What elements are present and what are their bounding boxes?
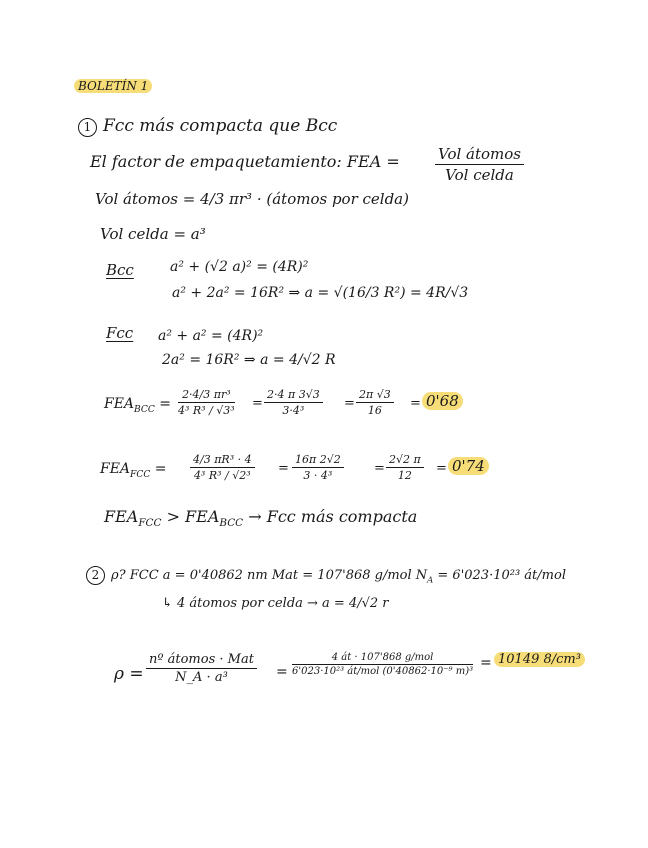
fea-fcc-lhs-text: FEA (100, 461, 131, 477)
fea-fcc-frac2-num: 16π 2√2 (292, 453, 344, 468)
fea-fcc-frac2-den: 3 · 4³ (303, 469, 333, 482)
conclusion-c: → Fcc más compacta (248, 507, 418, 526)
problem-2-given: ρ? FCC a = 0'40862 nm Mat = 107'868 g/mol N (111, 568, 428, 583)
fea-bcc-result (422, 392, 463, 410)
fea-bcc-fraction-2 (264, 388, 323, 417)
page-title (74, 79, 152, 93)
eq-sign: = (278, 461, 289, 476)
problem-2-line-2: ↳ 4 átomos por celda → a = 4/√2 r (162, 596, 389, 611)
fea-fcc-lhs: $FEA_{FCC}$ = (100, 461, 167, 480)
fea-fcc-frac1-num: 4/3 πR³ · 4 (190, 453, 255, 468)
bcc-label: Bcc (106, 261, 134, 279)
fea-fcc-result-text: 0'74 (448, 457, 489, 475)
density-frac1-den: N_A · a³ (175, 670, 228, 685)
fea-bcc-frac2-num: 2·4 π 3√3 (264, 388, 323, 403)
fea-fcc-lhs-sub: FCC (130, 469, 151, 480)
density-frac2-den: 6'023·10²³ át/mol (0'40862·10⁻⁹ m)³ (292, 666, 474, 677)
fea-definition-fraction (435, 145, 524, 184)
fea-fcc-fraction-3 (386, 453, 424, 482)
problem-1-number: 1 (78, 118, 97, 137)
problem-1-heading (78, 116, 337, 137)
eq-sign: = (252, 396, 263, 411)
eq-sign: = (344, 396, 355, 411)
fcc-line-1: a² + a² = (4R)² (158, 328, 264, 344)
density-fraction-2 (292, 652, 473, 677)
problem-2-line-1 (86, 566, 566, 585)
fea-bcc-lhs: $FEA_{BCC}$ = (104, 396, 172, 415)
fea-bcc-fraction-1 (178, 388, 235, 417)
fea-bcc-lhs-sub: BCC (134, 404, 155, 415)
eq-sign: = (374, 461, 385, 476)
conclusion-a: FEA (104, 507, 139, 526)
fea-bcc-frac2-den: 3·4³ (282, 404, 305, 417)
fea-fcc-fraction-1 (190, 453, 255, 482)
fcc-line-2: 2a² = 16R² ⇒ a = 4/√2 R (162, 352, 336, 368)
bcc-line-1: a² + (√2 a)² = (4R)² (170, 259, 309, 275)
problem-2-given-end: = 6'023·10²³ át/mol (433, 568, 566, 583)
problem-2-number: 2 (86, 566, 105, 585)
conclusion-line (104, 507, 417, 529)
eq-sign: = (410, 396, 421, 411)
fea-definition: El factor de empaquetamiento: FEA = (90, 152, 400, 171)
eq-sign: = (480, 655, 492, 671)
fea-fcc-result (448, 457, 489, 475)
conclusion-a-sub: FCC (138, 517, 162, 530)
vol-celda-line: Vol celda = a³ (100, 225, 206, 243)
fea-bcc-frac1-num: 2·4/3 πr³ (178, 388, 235, 403)
density-fraction-1 (146, 652, 257, 685)
fea-bcc-lhs-text: FEA (104, 396, 135, 412)
fcc-label: Fcc (106, 324, 134, 342)
fea-fcc-frac3-den: 12 (397, 469, 412, 482)
density-result (494, 652, 585, 667)
density-frac2-num: 4 át · 107'868 g/mol (292, 652, 473, 665)
fea-bcc-result-text: 0'68 (422, 392, 463, 410)
fea-definition-den: Vol celda (445, 166, 514, 184)
density-result-text: 10149 8/cm³ (494, 652, 585, 667)
fea-fcc-fraction-2 (292, 453, 344, 482)
vol-atomos-line: Vol átomos = 4/3 πr³ · (átomos por celda) (95, 190, 409, 208)
fea-definition-num: Vol átomos (435, 145, 524, 165)
conclusion-b: > FEA (166, 507, 220, 526)
bcc-line-2: a² + 2a² = 16R² ⇒ a = √(16/3 R²) = 4R/√3 (172, 285, 469, 301)
eq-sign: = (276, 664, 288, 680)
eq-sign: = (436, 461, 447, 476)
conclusion-b-sub: BCC (219, 517, 244, 530)
fea-bcc-frac3-den: 16 (367, 404, 382, 417)
density-lhs: ρ = (114, 664, 144, 684)
problem-1-heading-text: Fcc más compacta que Bcc (103, 116, 338, 136)
density-frac1-num: nº átomos · Mat (146, 652, 257, 669)
title-text: BOLETÍN 1 (74, 79, 152, 93)
fea-bcc-fraction-3 (356, 388, 394, 417)
problem-2-given-sub: A (427, 574, 434, 585)
fea-fcc-frac3-num: 2√2 π (386, 453, 424, 468)
fea-bcc-frac1-den: 4³ R³ / √3³ (178, 404, 235, 417)
fea-bcc-frac3-num: 2π √3 (356, 388, 394, 403)
fea-fcc-frac1-den: 4³ R³ / √2³ (193, 469, 251, 482)
